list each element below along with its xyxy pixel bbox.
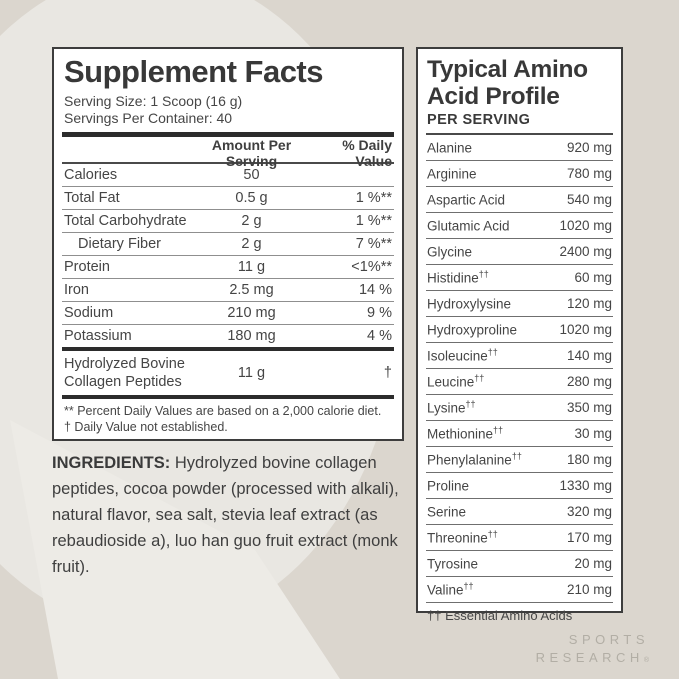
essential-marker: ††	[487, 347, 498, 358]
essential-marker: ††	[474, 373, 485, 384]
amino-value: 210 mg	[566, 582, 612, 597]
amino-value: 320 mg	[566, 504, 612, 519]
amino-value: 30 mg	[574, 426, 612, 441]
nutrition-row	[62, 279, 394, 302]
amino-row	[426, 473, 613, 499]
nutrient-amount: 2 g	[241, 236, 262, 252]
amino-name: Isoleucine††	[427, 347, 498, 364]
amino-value: 2400 mg	[559, 244, 612, 259]
amino-row	[426, 187, 613, 213]
amino-name: Phenylalanine††	[427, 451, 522, 468]
amino-value: 1330 mg	[559, 478, 612, 493]
supplement-facts-title: Supplement Facts	[64, 54, 323, 89]
amino-row	[426, 213, 613, 239]
essential-marker: ††	[487, 529, 498, 540]
nutrient-name: Calories	[64, 167, 118, 183]
amino-row	[426, 577, 613, 603]
nutrition-row	[62, 210, 394, 233]
brand-line1: SPORTS	[568, 632, 649, 647]
nutrient-daily-value: 9 %	[367, 305, 392, 321]
not-established-footnote: † Daily Value not established.	[64, 419, 228, 434]
nutrient-amount: 2 g	[241, 213, 262, 229]
nutrient-amount: 50	[243, 167, 260, 183]
brand-line2: RESEARCH®	[535, 650, 649, 665]
collagen-daily-value: †	[383, 365, 392, 381]
collagen-row	[62, 351, 394, 395]
amino-name: Histidine††	[427, 269, 489, 286]
supplement-facts-panel	[52, 47, 404, 441]
amino-row	[426, 447, 613, 473]
amino-title-line2: Acid Profile	[427, 83, 560, 110]
amino-name: Arginine	[427, 166, 477, 182]
amino-name: Hydroxyproline	[427, 322, 518, 338]
amino-value: 350 mg	[566, 400, 612, 415]
amino-rows	[426, 135, 613, 603]
ingredients-label: INGREDIENTS:	[52, 454, 171, 472]
amino-title-line1: Typical Amino	[427, 56, 588, 83]
amino-row	[426, 551, 613, 577]
amino-name: Lysine††	[427, 399, 476, 416]
amino-value: 1020 mg	[559, 322, 612, 337]
amino-name: Glycine	[427, 244, 473, 260]
serving-size: Serving Size: 1 Scoop (16 g)	[64, 93, 243, 109]
amino-value: 1020 mg	[559, 218, 612, 233]
nutrient-name: Iron	[64, 282, 89, 298]
nutrient-amount: 0.5 g	[235, 190, 268, 206]
amino-row	[426, 395, 613, 421]
essential-marker: ††	[478, 269, 489, 280]
collagen-amount: 11 g	[237, 365, 266, 381]
nutrient-daily-value: 7 %**	[355, 236, 392, 252]
nutrition-row	[62, 325, 394, 347]
nutrient-amount: 2.5 mg	[229, 282, 274, 298]
amino-row	[426, 525, 613, 551]
brand-logo	[536, 631, 649, 670]
nutrient-daily-value: 1 %**	[355, 213, 392, 229]
amino-row	[426, 343, 613, 369]
nutrition-row	[62, 233, 394, 256]
amino-row	[426, 135, 613, 161]
amino-value: 120 mg	[566, 296, 612, 311]
ingredients-paragraph	[52, 450, 404, 580]
nutrient-name: Sodium	[64, 305, 114, 321]
nutrition-row	[62, 302, 394, 325]
divider-thick-mid2	[62, 395, 394, 399]
amino-row	[426, 317, 613, 343]
amino-value: 180 mg	[566, 452, 612, 467]
amino-name: Hydroxylysine	[427, 296, 512, 312]
daily-value-header: % Daily Value	[342, 137, 392, 169]
amino-value: 920 mg	[566, 140, 612, 155]
amino-value: 780 mg	[566, 166, 612, 181]
amino-name: Tyrosine	[427, 556, 479, 572]
per-serving-label: PER SERVING	[427, 112, 531, 128]
essential-marker: ††	[463, 581, 474, 592]
amino-name: Threonine††	[427, 529, 498, 546]
nutrient-name: Potassium	[64, 328, 132, 344]
essential-marker: ††	[511, 451, 522, 462]
amino-value: 170 mg	[566, 530, 612, 545]
amino-name: Methionine††	[427, 425, 504, 442]
amino-row	[426, 421, 613, 447]
nutrient-daily-value: 4 %	[367, 328, 392, 344]
amino-acid-panel	[416, 47, 623, 623]
nutrition-rows	[62, 164, 394, 347]
nutrient-amount: 180 mg	[227, 328, 276, 344]
servings-per-container: Servings Per Container: 40	[64, 110, 233, 126]
amino-name: Valine††	[427, 581, 474, 598]
collagen-name: Hydrolyzed Bovine Collagen Peptides	[64, 356, 185, 390]
amount-per-serving-header: Amount Per Serving	[211, 137, 292, 169]
essential-marker: ††	[493, 425, 504, 436]
amino-row	[426, 369, 613, 395]
amino-value: 280 mg	[566, 374, 612, 389]
amino-value: 140 mg	[566, 348, 612, 363]
amino-name: Serine	[427, 504, 467, 520]
nutrient-daily-value: 1 %**	[355, 190, 392, 206]
amino-value: 20 mg	[574, 556, 612, 571]
nutrient-name: Total Fat	[64, 190, 120, 206]
nutrient-name: Dietary Fiber	[78, 236, 161, 252]
amino-value: 540 mg	[566, 192, 612, 207]
amino-row	[426, 239, 613, 265]
amino-row	[426, 499, 613, 525]
nutrient-name: Protein	[64, 259, 110, 275]
amino-value: 60 mg	[574, 270, 612, 285]
nutrient-name: Total Carbohydrate	[64, 213, 187, 229]
nutrient-daily-value: <1%**	[351, 259, 392, 275]
nutrient-amount: 11 g	[237, 259, 266, 275]
amino-name: Aspartic Acid	[427, 192, 506, 208]
nutrition-row	[62, 187, 394, 210]
nutrient-daily-value: 14 %	[358, 282, 392, 298]
amino-row	[426, 291, 613, 317]
amino-name: Glutamic Acid	[427, 218, 510, 234]
ingredients-text: Hydrolyzed bovine collagen peptides, cocoa powder (processed with alkali), natural flavor, sea salt, stevia leaf extract (as rebaudioside a), luo han guo fruit extract (monk fruit).	[52, 454, 399, 576]
daily-value-footnote: ** Percent Daily Values are based on a 2,000 calorie diet.	[64, 404, 382, 418]
amino-row	[426, 161, 613, 187]
nutrition-row	[62, 256, 394, 279]
amino-row	[426, 265, 613, 291]
amino-name: Alanine	[427, 140, 473, 156]
essential-amino-footnote: †† Essential Amino Acids	[427, 608, 573, 623]
essential-marker: ††	[465, 399, 476, 410]
registered-mark: ®	[643, 657, 649, 664]
nutrient-amount: 210 mg	[227, 305, 276, 321]
nutrition-header-row	[62, 137, 394, 169]
amino-name: Proline	[427, 478, 470, 494]
amino-name: Leucine††	[427, 373, 485, 390]
